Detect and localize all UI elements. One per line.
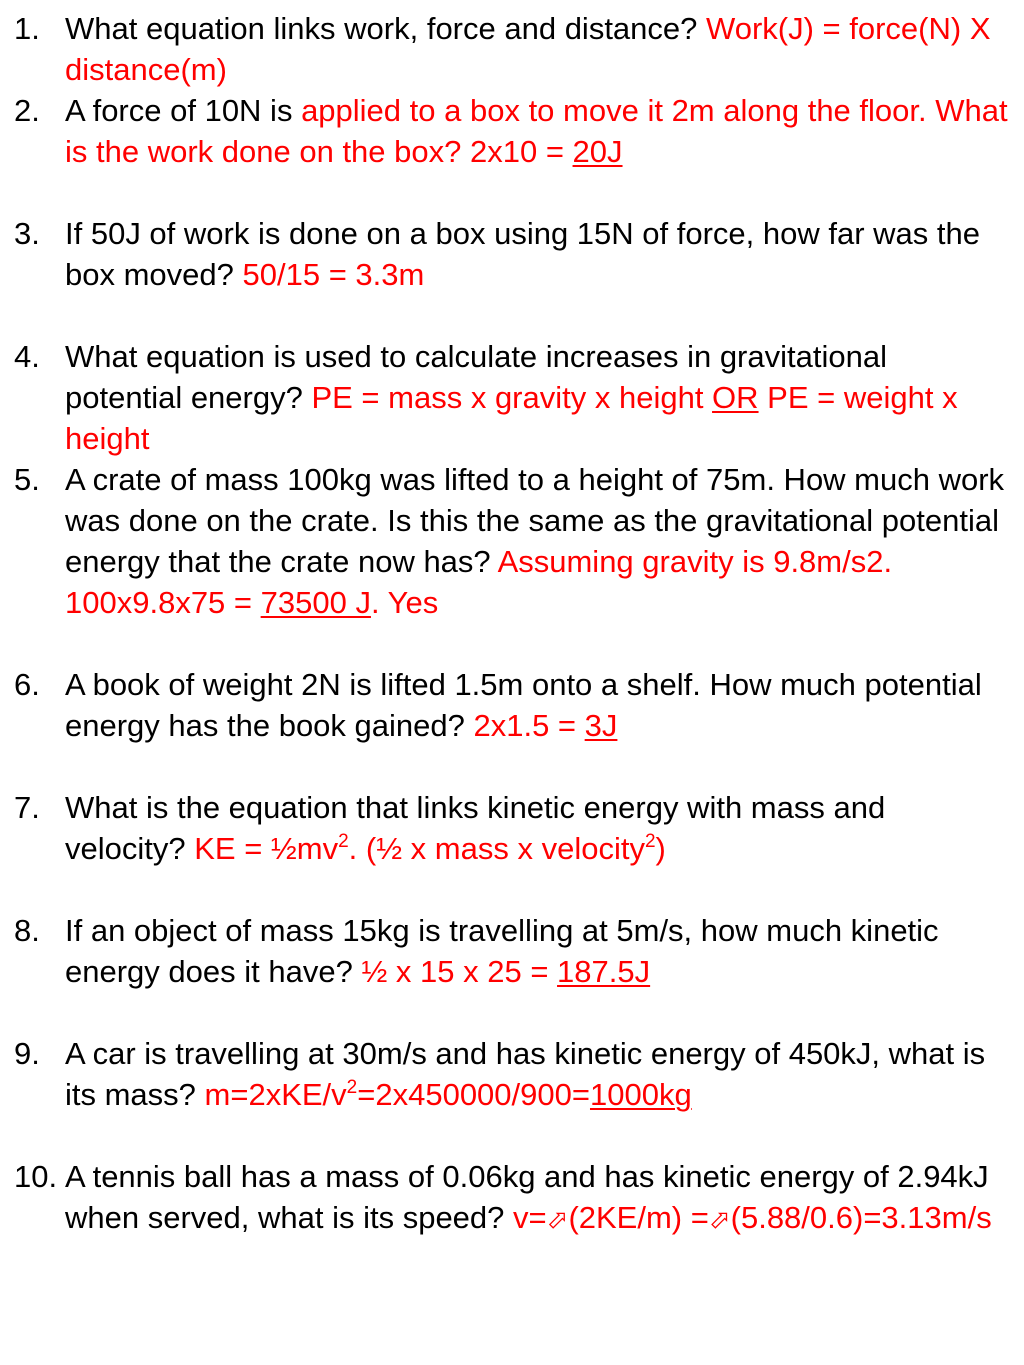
- answer-text: . Yes: [370, 585, 439, 620]
- answer-text: m=2xKE/v: [204, 1077, 347, 1112]
- answer-text: applied to a box to move it 2m along the floor. What is the work done on the box? 2x10 =: [65, 93, 1008, 169]
- answer-text: Assuming gravity is 9.8m/s2. 100x9.8x75 =: [65, 544, 893, 620]
- question-4: [0, 336, 1010, 459]
- question-text: If an object of mass 15kg is travelling at 5m/s, how much kinetic energy does it have?: [65, 913, 939, 989]
- answer-text: v=: [513, 1200, 547, 1235]
- question-number: 8.: [14, 913, 40, 948]
- answer-text: ): [655, 831, 666, 866]
- answer-superscript: 2: [644, 831, 656, 852]
- question-number: 6.: [14, 667, 40, 702]
- answer-result: 187.5J: [557, 954, 651, 989]
- question-text: A force of 10N is: [65, 93, 302, 128]
- answer-superscript: 2: [346, 1077, 358, 1098]
- question-10: [0, 1156, 1010, 1240]
- answer-result: 20J: [572, 134, 623, 169]
- question-number: 9.: [14, 1036, 40, 1071]
- question-number: 7.: [14, 790, 40, 825]
- question-text: What equation is used to calculate increases in gravitational potential energy?: [65, 339, 887, 415]
- question-5: [0, 459, 1010, 623]
- question-number: 10.: [14, 1159, 58, 1194]
- question-number: 3.: [14, 216, 40, 251]
- question-text: A tennis ball has a mass of 0.06kg and has kinetic energy of 2.94kJ when served, what is its speed?: [65, 1159, 989, 1235]
- answer-text: 2x1.5 =: [473, 708, 585, 743]
- answer-result: 73500 J: [260, 585, 371, 620]
- answer-superscript: 2: [338, 831, 349, 852]
- answer-text: (5.88/0.6)=3.13m/s: [730, 1200, 992, 1235]
- answer-text: ½ x 15 x 25 =: [361, 954, 558, 989]
- question-7: [0, 787, 1010, 869]
- answer-text: =2x450000/900=: [357, 1077, 590, 1112]
- question-number: 5.: [14, 462, 40, 497]
- answer-text: KE = ½mv: [194, 831, 339, 866]
- answer-result: 1000kg: [589, 1077, 692, 1112]
- question-text: If 50J of work is done on a box using 15N of force, how far was the box moved?: [65, 216, 980, 292]
- question-number: 4.: [14, 339, 40, 374]
- answer-text: Work(J) = force(N) X distance(m): [65, 11, 991, 87]
- answer-result: 3J: [584, 708, 618, 743]
- question-2: [0, 90, 1010, 172]
- answer-text: (2KE/m) =: [568, 1200, 709, 1235]
- question-text: What is the equation that links kinetic energy with mass and velocity?: [65, 790, 886, 866]
- sqrt-glyph-icon: ⬀: [708, 1204, 731, 1234]
- question-text: A car is travelling at 30m/s and has kinetic energy of 450kJ, what is its mass?: [65, 1036, 986, 1112]
- question-1: [0, 8, 1010, 90]
- answer-text: 50/15 = 3.3m: [242, 257, 425, 292]
- question-3: [0, 213, 1010, 295]
- question-8: [0, 910, 1010, 992]
- answer-or: OR: [712, 380, 759, 415]
- answer-text: . (½ x mass x velocity: [348, 831, 645, 866]
- answer-text: PE = weight x height: [65, 380, 958, 456]
- question-9: [0, 1033, 1010, 1115]
- question-number: 1.: [14, 11, 40, 46]
- question-text: A book of weight 2N is lifted 1.5m onto a shelf. How much potential energy has the book gained?: [65, 667, 982, 743]
- question-text: A crate of mass 100kg was lifted to a height of 75m. How much work was done on the crate. Is this the same as the gravitational potential energy that the crate now has?: [65, 462, 1005, 579]
- question-number: 2.: [14, 93, 40, 128]
- question-text: What equation links work, force and distance?: [65, 11, 707, 46]
- sqrt-glyph-icon: ⬀: [546, 1204, 569, 1234]
- question-6: [0, 664, 1010, 746]
- answer-text: PE = mass x gravity x height: [311, 380, 713, 415]
